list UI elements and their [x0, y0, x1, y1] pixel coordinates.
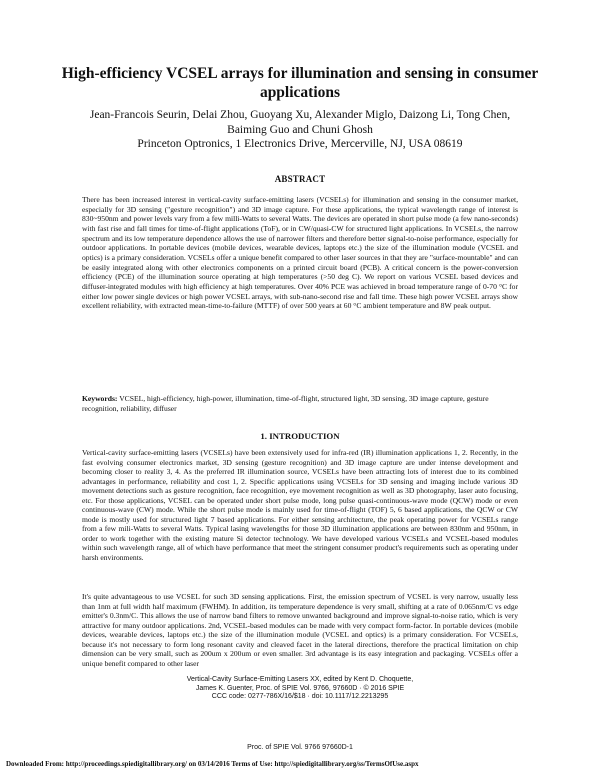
abstract-text: There has been increased interest in vertical-cavity surface-emitting lasers (VCSELs) for illumination and sensing in the consumer market, especially for 3D sensing ("gesture recognition") and 3D image capture. For these applications, the typical wavelength range of interest is 830~950nm and power levels vary from a few milli-Watts to several Watts. The devices are operated in short pulse mode (a few nano-seconds) with fast rise and fall times for time-of-flight applications (ToF), or in CW/quasi-CW for structured light applications. In VCSELs, the narrow spectrum and its low temperature dependence allows the use of narrower filters and therefore better signal-to-noise performance, especially for outdoor applications. In portable devices (mobile devices, wearable devices, laptops etc.) the size of the illumination module (VCSEL and optics) is a primary consideration. VCSELs offer a unique benefit compared to other laser sources in that they are "surface-mountable" and can be easily integrated along with other electronics components on a printed circuit board (PCB). A critical concern is the power-conversion efficiency (PCE) of the illumination source operating at high temperatures (>50 deg C). We report on various VCSEL based devices and diffuser-integrated modules with high efficiency at high temperatures. Over 40% PCE was achieved in broad temperature range of 0-70 °C for either low power single devices or high power VCSEL arrays, with sub-nano-second rise and fall time. These high power VCSEL arrays show excellent reliability, with extracted mean-time-to-failure (MTTF) of over 500 years at 60 °C ambient temperature and 8W peak output. — [82, 195, 518, 311]
publication-footer — [150, 676, 450, 702]
affiliation: Princeton Optronics, 1 Electronics Drive, Mercerville, NJ, USA 08619 — [137, 138, 463, 150]
footer-line-3: CCC code: 0277-786X/16/$18 · doi: 10.1117/12.2213295 — [211, 693, 389, 701]
author-list: Jean-Francois Seurin, Delai Zhou, Guoyang Xu, Alexander Miglo, Daizong Li, Tong Chen, Baiming Guo and Chuni Ghosh — [89, 109, 511, 136]
paper-title: High-efficiency VCSEL arrays for illumination and sensing in consumer applications — [61, 65, 539, 101]
abstract-heading: ABSTRACT — [274, 174, 326, 184]
section-heading-introduction: 1. INTRODUCTION — [260, 431, 340, 441]
intro-paragraph-2: It's quite advantageous to use VCSEL for such 3D sensing applications. First, the emission spectrum of VCSEL is very narrow, usually less than 1nm at full width half maximum (FWHM). In addition, its temperature dependence is very small, shifting at a rate of 0.065nm/C vs edge emitter's 0.3nm/C. This allows the use of narrow band filters to remove unwanted background and improve signal-to-noise ratio, which is very attractive for many outdoor applications. 2nd, VCSEL-based modules can be made with very compact form-factor. In portable devices (mobile devices, wearable devices, laptops etc.) the size of the illumination module (VCSEL and optics) is a primary consideration. For VCSELs, because it's not necessary to form long resonant cavity and cleaved facet in the lateral directions, therefore the practical limitation on chip dimension can be very small, such as 200um x 200um or even smaller. 3rd advantage is its easy integration and packaging. VCSELs offer a unique benefit compared to other laser — [82, 592, 518, 668]
footer-line-2: James K. Guenter, Proc. of SPIE Vol. 9766, 97660D · © 2016 SPIE — [195, 684, 405, 692]
keywords — [82, 394, 518, 413]
keywords-list: VCSEL, high-efficiency, high-power, illumination, time-of-flight, structured light, 3D sensing, 3D image capture, gesture recognition, reliability, diffuser — [82, 394, 489, 413]
page-number: Proc. of SPIE Vol. 9766 97660D-1 — [247, 744, 353, 751]
keywords-label: Keywords: — [82, 394, 118, 403]
footer-line-1: Vertical-Cavity Surface-Emitting Lasers XX, edited by Kent D. Choquette, — [186, 676, 414, 683]
intro-paragraph-1: Vertical-cavity surface-emitting lasers (VCSELs) have been extensively used for infra-red (IR) illumination applications 1, 2. Recently, in the fast evolving consumer electronics market, 3D sensing (gesture recognition) and 3D image capture are under intense development and becoming closer to reality 3, 4. As the preferred IR illumination source, VCSELs have been attracting lots of interest due to its combined advantages in performance, reliability and cost 1, 2. Specific applications using VCSELs for 3D sensing and imaging include various 3D movement detections such as gesture recognition, face recognition, eye movement recognition as well as 3D photography, laser auto focusing, etc. For those applications, VCSEL can be operated under short pulse mode, long pulse quasi-continuous-wave mode (QCW) mode or even continuous-wave (CW) mode. While the short pulse mode is mainly used for time-of-flight (TOF) 5, 6 based applications, the QCW or CW mode is mostly used for structured light 7 based applications. For either sensing architecture, the peak operating power for VCSELs range from a few mili-Watts to several Watts. Typical lasing wavelengths for those 3D illumination applications are between 830nm and 950nm, in order to work together with the existing mature Si detector technology. We have developed various VCSELs and VCSEL-based modules within such wavelength range, all of which have performance that meet the stringent consumer product's requirements such as operating under harsh environments. — [82, 448, 518, 563]
download-notice: Downloaded From: http://proceedings.spiedigitallibrary.org/ on 03/14/2016 Terms of Use: http://spiedigitallibrary.org/ss/TermsOfUse.aspx — [6, 760, 419, 768]
